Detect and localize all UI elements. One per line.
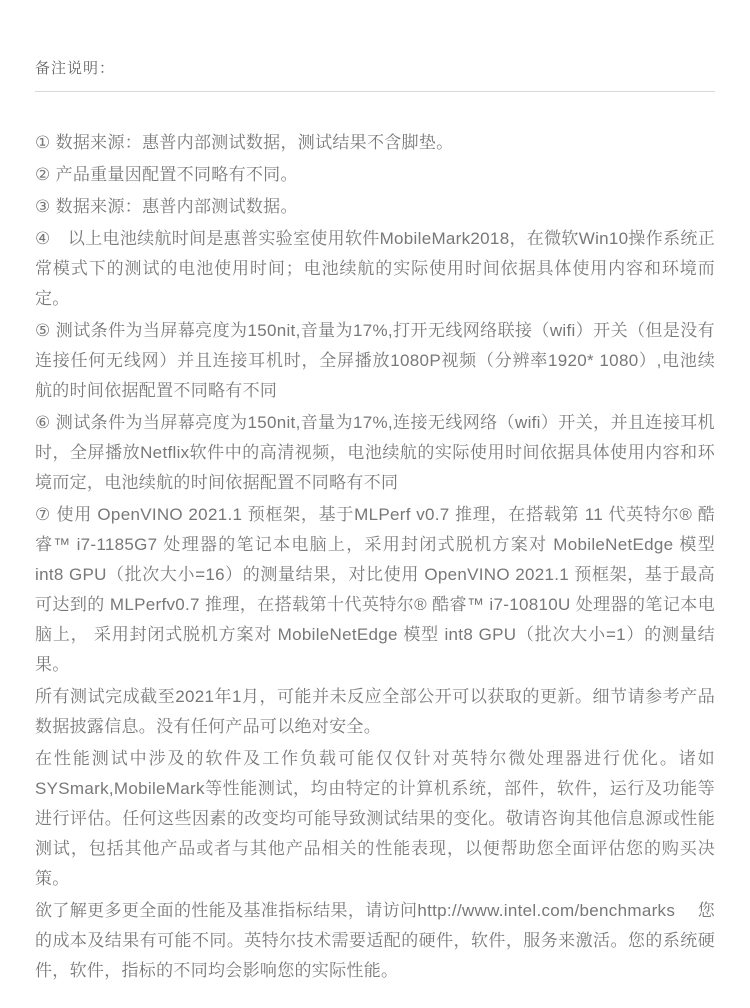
page-title: 备注说明： bbox=[35, 60, 116, 77]
note-paragraph-3: ③ 数据来源：惠普内部测试数据。 bbox=[35, 197, 298, 216]
note-paragraph-2: ② 产品重量因配置不同略有不同。 bbox=[35, 165, 298, 184]
notes-list bbox=[35, 128, 715, 986]
note-paragraph-4: ④ 以上电池续航时间是惠普实验室使用软件MobileMark2018，在微软Win10操作系统正常模式下的测试的电池使用时间；电池续航的实际使用时间依据具体使用内容和环境而定。 bbox=[35, 229, 715, 308]
note-paragraph-10: 欲了解更多更全面的性能及基准指标结果，请访问http://www.intel.com/benchmarks 您的成本及结果有可能不同。英特尔技术需要适配的硬件，软件，服务来激活。您的系统硬件，软件，指标的不同均会影响您的实际性能。 bbox=[35, 901, 715, 980]
note-paragraph-8: 所有测试完成截至2021年1月，可能并未反应全部公开可以获取的更新。细节请参考产品数据披露信息。没有任何产品可以绝对安全。 bbox=[35, 687, 715, 736]
note-paragraph-1: ① 数据来源：惠普内部测试数据，测试结果不含脚垫。 bbox=[35, 133, 454, 152]
note-paragraph-5: ⑤ 测试条件为当屏幕亮度为150nit,音量为17%,打开无线网络联接（wifi）开关（但是没有连接任何无线网）并且连接耳机时，全屏播放1080P视频（分辨率1920* 1080）,电池续航的时间依据配置不同略有不同 bbox=[35, 321, 715, 400]
note-paragraph-7: ⑦ 使用 OpenVINO 2021.1 预框架，基于MLPerf v0.7 推理，在搭载第 11 代英特尔® 酷睿™ i7-1185G7 处理器的笔记本电脑上，采用封闭式脱机方案对 MobileNetEdge 模型int8 GPU（批次大小=16）的测量结果，对比使用 OpenVINO 2021.1 预框架，基于最高可达到的 MLPerfv0.7 推理，在搭载第十代英特尔® 酷睿™ i7-10810U 处理器的笔记本电脑上， 采用封闭式脱机方案对 MobileNetEdge 模型 int8 GPU（批次大小=1）的测量结果。 bbox=[35, 505, 715, 674]
note-paragraph-6: ⑥ 测试条件为当屏幕亮度为150nit,音量为17%,连接无线网络（wifi）开关，并且连接耳机时，全屏播放Netflix软件中的高清视频，电池续航的实际使用时间依据具体使用内容和环境而定，电池续航的时间依据配置不同略有不同 bbox=[35, 413, 715, 492]
note-paragraph-9: 在性能测试中涉及的软件及工作负载可能仅仅针对英特尔微处理器进行优化。诸如SYSmark,MobileMark等性能测试，均由特定的计算机系统，部件，软件，运行及功能等进行评估。任何这些因素的改变均可能导致测试结果的变化。敬请咨询其他信息源或性能测试，包括其他产品或者与其他产品相关的性能表现，以便帮助您全面评估您的购买决策。 bbox=[35, 749, 715, 888]
divider bbox=[35, 91, 715, 92]
